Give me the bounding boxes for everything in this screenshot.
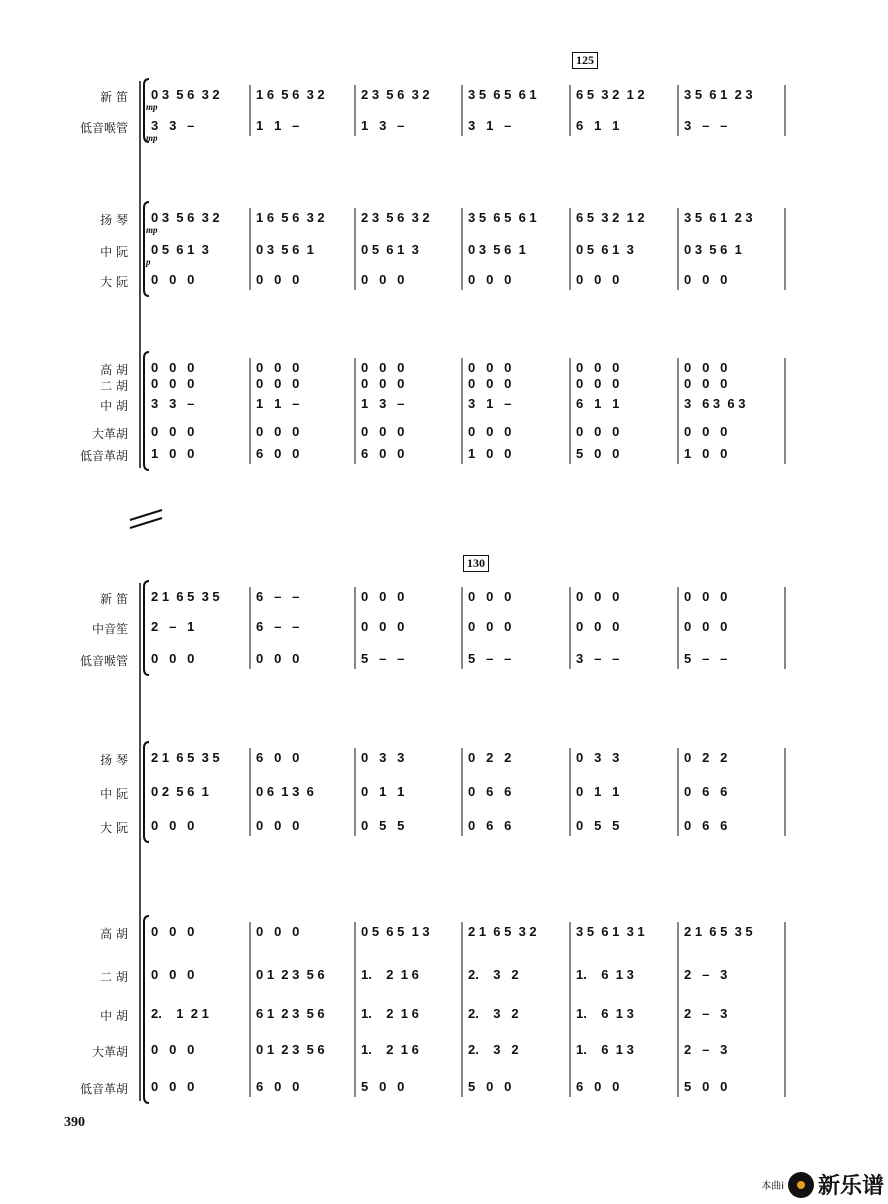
measure-notes: 0 0 0 bbox=[151, 818, 195, 833]
instrument-label: 二 胡 bbox=[100, 970, 128, 984]
measure-notes: 1 3 – bbox=[361, 118, 405, 133]
measure-notes: 2. 1 2 1 bbox=[151, 1006, 209, 1021]
measure-notes: 0 0 0 bbox=[151, 1079, 195, 1094]
instrument-label: 新 笛 bbox=[100, 592, 128, 606]
measure-notes: 0 0 0 bbox=[468, 360, 512, 375]
measure-notes: 0 0 0 bbox=[468, 589, 512, 604]
measure-notes: 3 5 6 5 6 1 bbox=[468, 87, 537, 102]
instrument-label: 高 胡 bbox=[100, 363, 128, 377]
instrument-label: 中音笙 bbox=[91, 622, 128, 636]
measure-notes: 1 1 – bbox=[256, 118, 300, 133]
instrument-label: 低音喉管 bbox=[79, 654, 128, 668]
instrument-label: 中 阮 bbox=[100, 787, 128, 801]
measure-notes: 2 1 6 5 3 5 bbox=[151, 589, 220, 604]
measure-notes: 0 3 3 bbox=[361, 750, 405, 765]
measure-notes: 1 0 0 bbox=[684, 446, 728, 461]
measure-notes: 1. 2 1 6 bbox=[361, 967, 419, 982]
measure-notes: 0 0 0 bbox=[361, 272, 405, 287]
measure-notes: 0 6 6 bbox=[468, 818, 512, 833]
measure-notes: 0 1 2 3 5 6 bbox=[256, 967, 325, 982]
measure-notes: 0 0 0 bbox=[468, 376, 512, 391]
instrument-label: 扬 琴 bbox=[100, 213, 128, 227]
measure-notes: 0 2 5 6 1 bbox=[151, 784, 209, 799]
measure-notes: 3 3 – bbox=[151, 396, 195, 411]
measure-notes: 3 6 3 6 3 bbox=[684, 396, 746, 411]
measure-notes: 0 0 0 bbox=[151, 651, 195, 666]
measure-notes: 0 1 2 3 5 6 bbox=[256, 1042, 325, 1057]
dynamic-marking: mp bbox=[146, 133, 158, 143]
rehearsal-mark: 125 bbox=[572, 52, 598, 69]
measure-notes: 1 0 0 bbox=[468, 446, 512, 461]
measure-notes: 1. 6 1 3 bbox=[576, 1042, 634, 1057]
measure-notes: 0 0 0 bbox=[256, 272, 300, 287]
measure-notes: 0 6 1 3 6 bbox=[256, 784, 314, 799]
measure-notes: 2 1 6 5 3 5 bbox=[684, 924, 753, 939]
measure-notes: 0 0 0 bbox=[151, 360, 195, 375]
measure-notes: 0 5 6 5 1 3 bbox=[361, 924, 430, 939]
dynamic-marking: mp bbox=[146, 102, 158, 112]
instrument-label: 大革胡 bbox=[91, 427, 128, 441]
instrument-label: 高 胡 bbox=[100, 927, 128, 941]
measure-notes: 3 1 – bbox=[468, 118, 512, 133]
instrument-label: 大 阮 bbox=[100, 275, 128, 289]
watermark-prefix: 本曲i bbox=[761, 1181, 784, 1192]
measure-notes: 0 0 0 bbox=[151, 376, 195, 391]
group-bracket bbox=[144, 916, 149, 1103]
measure-notes: 3 5 6 1 3 1 bbox=[576, 924, 645, 939]
record-icon bbox=[788, 1172, 814, 1198]
measure-notes: 2 – 3 bbox=[684, 1006, 728, 1021]
measure-notes: 6 0 0 bbox=[576, 1079, 620, 1094]
measure-notes: 0 0 0 bbox=[361, 424, 405, 439]
measure-notes: 0 0 0 bbox=[256, 818, 300, 833]
measure-notes: 0 3 5 6 1 bbox=[684, 242, 742, 257]
measure-notes: 1 6 5 6 3 2 bbox=[256, 210, 325, 225]
measure-notes: 0 0 0 bbox=[468, 619, 512, 634]
measure-notes: 1. 6 1 3 bbox=[576, 1006, 634, 1021]
measure-notes: 5 – – bbox=[361, 651, 405, 666]
instrument-label: 中 胡 bbox=[100, 1009, 128, 1023]
instrument-label: 新 笛 bbox=[100, 90, 128, 104]
measure-notes: 2 – 1 bbox=[151, 619, 195, 634]
measure-notes: 0 5 5 bbox=[361, 818, 405, 833]
measure-notes: 0 0 0 bbox=[684, 424, 728, 439]
measure-notes: 0 0 0 bbox=[256, 376, 300, 391]
measure-notes: 1. 6 1 3 bbox=[576, 967, 634, 982]
measure-notes: 5 – – bbox=[684, 651, 728, 666]
measure-notes: 0 0 0 bbox=[684, 272, 728, 287]
measure-notes: 2 3 5 6 3 2 bbox=[361, 87, 430, 102]
measure-notes: 2 1 6 5 3 2 bbox=[468, 924, 537, 939]
instrument-label: 扬 琴 bbox=[100, 753, 128, 767]
measure-notes: 5 0 0 bbox=[361, 1079, 405, 1094]
measure-notes: 0 0 0 bbox=[151, 272, 195, 287]
measure-notes: 0 0 0 bbox=[151, 1042, 195, 1057]
measure-notes: 2 – 3 bbox=[684, 1042, 728, 1057]
measure-notes: 5 – – bbox=[468, 651, 512, 666]
measure-notes: 0 0 0 bbox=[151, 924, 195, 939]
measure-notes: 2. 3 2 bbox=[468, 1042, 519, 1057]
measure-notes: 6 5 3 2 1 2 bbox=[576, 87, 645, 102]
measure-notes: 0 0 0 bbox=[684, 360, 728, 375]
measure-notes: 0 5 6 1 3 bbox=[576, 242, 634, 257]
measure-notes: 6 1 1 bbox=[576, 118, 620, 133]
measure-notes: 0 0 0 bbox=[361, 619, 405, 634]
measure-notes: 3 – – bbox=[684, 118, 728, 133]
measure-notes: 2 3 5 6 3 2 bbox=[361, 210, 430, 225]
measure-notes: 0 5 5 bbox=[576, 818, 620, 833]
dynamic-marking: p bbox=[146, 257, 151, 267]
measure-notes: 0 3 5 6 1 bbox=[468, 242, 526, 257]
measure-notes: 3 5 6 5 6 1 bbox=[468, 210, 537, 225]
measure-notes: 0 2 2 bbox=[684, 750, 728, 765]
measure-notes: 3 3 – bbox=[151, 118, 195, 133]
measure-notes: 1 3 – bbox=[361, 396, 405, 411]
measure-notes: 6 1 2 3 5 6 bbox=[256, 1006, 325, 1021]
measure-notes: 1. 2 1 6 bbox=[361, 1042, 419, 1057]
measure-notes: 0 0 0 bbox=[468, 424, 512, 439]
measure-notes: 2 1 6 5 3 5 bbox=[151, 750, 220, 765]
measure-notes: 0 6 6 bbox=[468, 784, 512, 799]
watermark-brand: 新乐谱 bbox=[817, 1174, 884, 1199]
measure-notes: 0 1 1 bbox=[576, 784, 620, 799]
measure-notes: 0 0 0 bbox=[576, 376, 620, 391]
dynamic-marking: mp bbox=[146, 225, 158, 235]
measure-notes: 5 0 0 bbox=[576, 446, 620, 461]
measure-notes: 0 3 5 6 3 2 bbox=[151, 87, 220, 102]
measure-notes: 0 0 0 bbox=[576, 360, 620, 375]
measure-notes: 1 0 0 bbox=[151, 446, 195, 461]
measure-notes: 0 0 0 bbox=[684, 376, 728, 391]
measure-notes: 0 5 6 1 3 bbox=[361, 242, 419, 257]
instrument-label: 大革胡 bbox=[91, 1045, 128, 1059]
measure-notes: 0 3 5 6 1 bbox=[256, 242, 314, 257]
measure-notes: 6 – – bbox=[256, 619, 300, 634]
measure-notes: 0 0 0 bbox=[151, 967, 195, 982]
rehearsal-mark: 130 bbox=[463, 555, 489, 572]
instrument-label: 中 胡 bbox=[100, 399, 128, 413]
measure-notes: 0 1 1 bbox=[361, 784, 405, 799]
measure-notes: 6 – – bbox=[256, 589, 300, 604]
group-bracket bbox=[144, 352, 149, 470]
measure-notes: 0 0 0 bbox=[256, 424, 300, 439]
group-bracket bbox=[144, 202, 149, 296]
measure-notes: 3 1 – bbox=[468, 396, 512, 411]
group-bracket bbox=[144, 742, 149, 842]
measure-notes: 6 0 0 bbox=[256, 1079, 300, 1094]
measure-notes: 6 0 0 bbox=[256, 750, 300, 765]
measure-notes: 0 0 0 bbox=[361, 360, 405, 375]
measure-notes: 6 1 1 bbox=[576, 396, 620, 411]
measure-notes: 0 0 0 bbox=[576, 589, 620, 604]
measure-notes: 1 6 5 6 3 2 bbox=[256, 87, 325, 102]
measure-notes: 0 0 0 bbox=[256, 651, 300, 666]
measure-notes: 0 5 6 1 3 bbox=[151, 242, 209, 257]
page-number: 390 bbox=[64, 1115, 85, 1130]
measure-notes: 0 0 0 bbox=[684, 619, 728, 634]
instrument-label: 低音喉管 bbox=[79, 121, 128, 135]
measure-notes: 2 – 3 bbox=[684, 967, 728, 982]
measure-notes: 1. 2 1 6 bbox=[361, 1006, 419, 1021]
measure-notes: 2. 3 2 bbox=[468, 967, 519, 982]
measure-notes: 0 0 0 bbox=[684, 589, 728, 604]
measure-notes: 0 0 0 bbox=[576, 619, 620, 634]
instrument-label: 中 阮 bbox=[100, 245, 128, 259]
measure-notes: 0 2 2 bbox=[468, 750, 512, 765]
measure-notes: 0 0 0 bbox=[361, 376, 405, 391]
measure-notes: 0 0 0 bbox=[361, 589, 405, 604]
measure-notes: 2. 3 2 bbox=[468, 1006, 519, 1021]
measure-notes: 0 0 0 bbox=[576, 424, 620, 439]
measure-notes: 3 – – bbox=[576, 651, 620, 666]
measure-notes: 0 0 0 bbox=[256, 924, 300, 939]
watermark-logo bbox=[761, 1169, 884, 1200]
measure-notes: 0 3 3 bbox=[576, 750, 620, 765]
instrument-label: 大 阮 bbox=[100, 821, 128, 835]
measure-notes: 6 0 0 bbox=[361, 446, 405, 461]
group-bracket bbox=[144, 581, 149, 675]
measure-notes: 0 6 6 bbox=[684, 818, 728, 833]
measure-notes: 1 1 – bbox=[256, 396, 300, 411]
measure-notes: 0 0 0 bbox=[151, 424, 195, 439]
measure-notes: 5 0 0 bbox=[684, 1079, 728, 1094]
measure-notes: 6 5 3 2 1 2 bbox=[576, 210, 645, 225]
measure-notes: 5 0 0 bbox=[468, 1079, 512, 1094]
instrument-label: 低音革胡 bbox=[79, 449, 128, 463]
measure-notes: 0 3 5 6 3 2 bbox=[151, 210, 220, 225]
measure-notes: 0 0 0 bbox=[576, 272, 620, 287]
measure-notes: 0 0 0 bbox=[468, 272, 512, 287]
measure-notes: 0 6 6 bbox=[684, 784, 728, 799]
measure-notes: 3 5 6 1 2 3 bbox=[684, 87, 753, 102]
instrument-label: 二 胡 bbox=[100, 379, 128, 393]
measure-notes: 6 0 0 bbox=[256, 446, 300, 461]
measure-notes: 0 0 0 bbox=[256, 360, 300, 375]
instrument-label: 低音革胡 bbox=[79, 1082, 128, 1096]
measure-notes: 3 5 6 1 2 3 bbox=[684, 210, 753, 225]
